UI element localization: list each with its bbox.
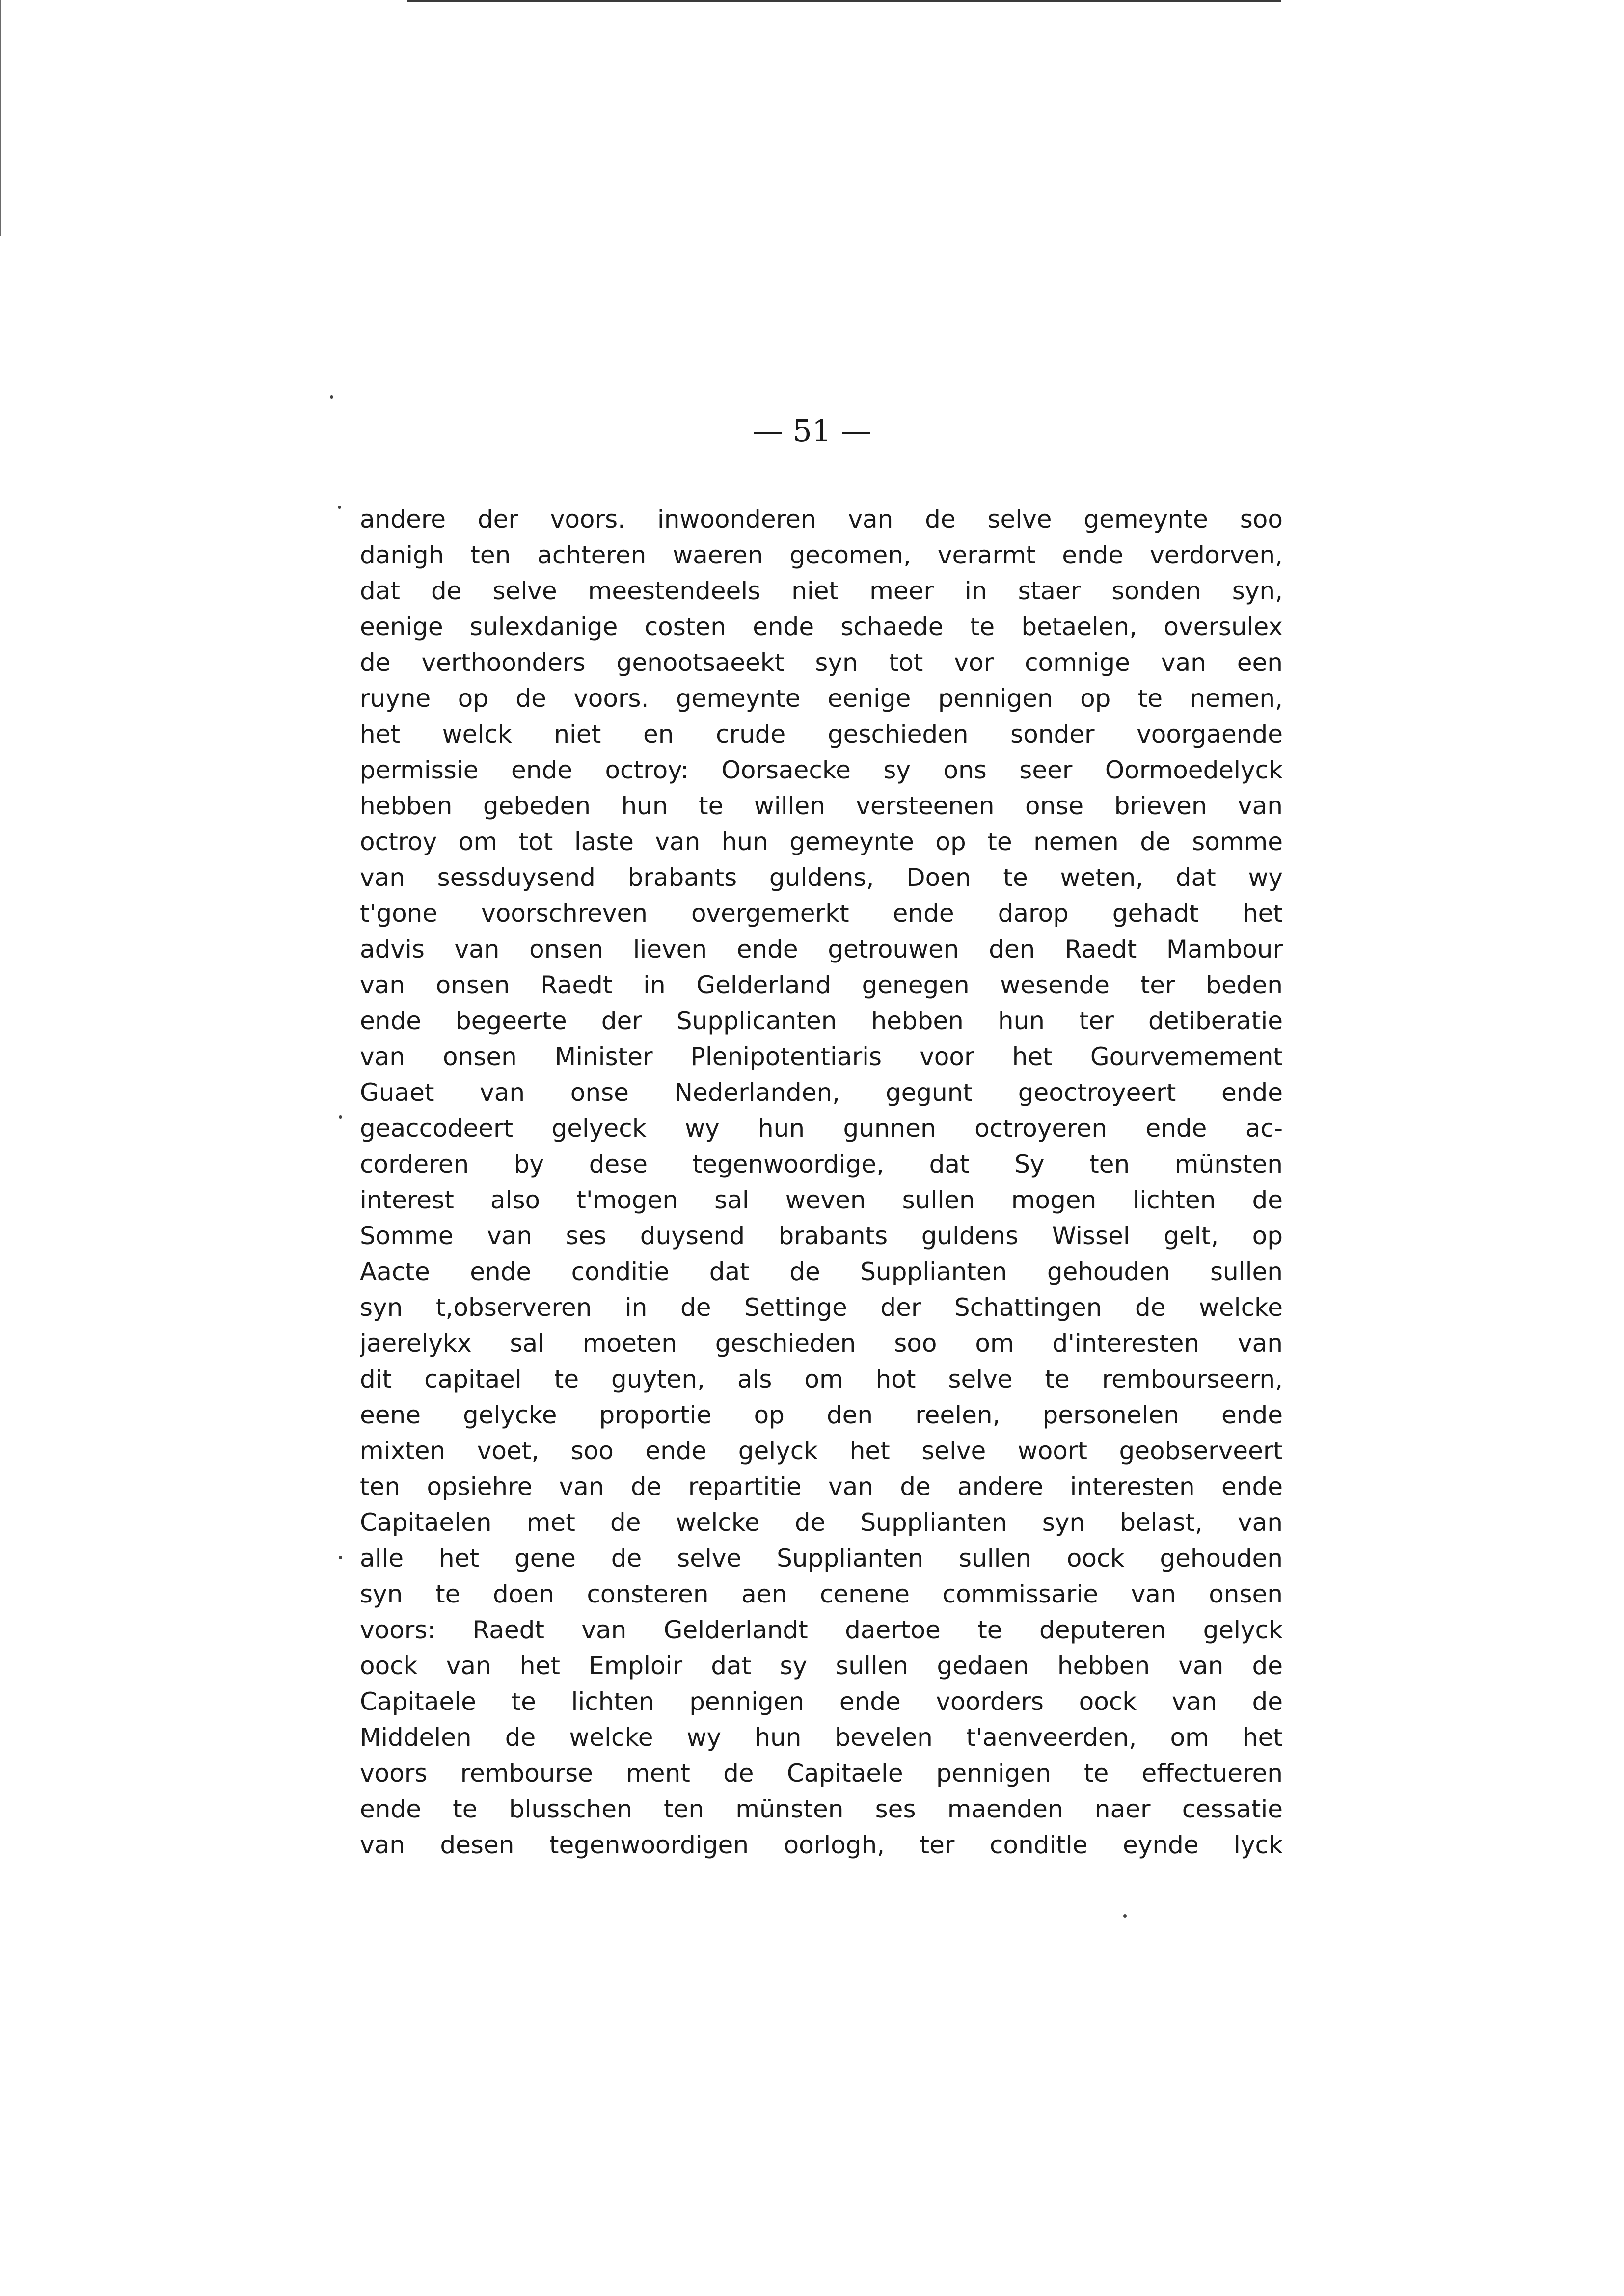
text-line: Capitaele te lichten pennigen ende voorders oock van de: [360, 1687, 1283, 1716]
text-line: van sessduysend brabants guldens, Doen te weten, dat wy: [360, 863, 1283, 892]
text-line: van desen tegenwoordigen oorlogh, ter conditle eynde lyck: [360, 1831, 1283, 1859]
text-line: alle het gene de selve Supplianten sullen oock gehouden: [360, 1544, 1283, 1573]
text-line: dat de selve meestendeels niet meer in staer sonden syn,: [360, 577, 1283, 605]
text-line: Aacte ende conditie dat de Supplianten gehouden sullen: [360, 1257, 1283, 1286]
text-line: mixten voet, soo ende gelyck het selve woort geobserveert: [360, 1437, 1283, 1465]
text-line: Middelen de welcke wy hun bevelen t'aenveerden, om het: [360, 1723, 1283, 1752]
text-line: het welck niet en crude geschieden sonder voorgaende: [360, 720, 1283, 748]
scan-speck: [338, 506, 341, 509]
text-line: ende te blusschen ten münsten ses maenden naer cessatie: [360, 1795, 1283, 1823]
text-line: voors: Raedt van Gelderlandt daertoe te deputeren gelyck: [360, 1616, 1283, 1644]
text-line: ruyne op de voors. gemeynte eenige pennigen op te nemen,: [360, 684, 1283, 713]
text-line: ende begeerte der Supplicanten hebben hun ter detiberatie: [360, 1007, 1283, 1035]
text-line: permissie ende octroy: Oorsaecke sy ons seer Oormoedelyck: [360, 756, 1283, 784]
text-line: Guaet van onse Nederlanden, gegunt geoctroyeert ende: [360, 1078, 1283, 1107]
text-line: advis van onsen lieven ende getrouwen den Raedt Mambour: [360, 935, 1283, 963]
scan-top-rule: [407, 0, 1281, 2]
text-line: syn te doen consteren aen cenene commissarie van onsen: [360, 1580, 1283, 1608]
text-line: interest also t'mogen sal weven sullen mogen lichten de: [360, 1186, 1283, 1214]
text-line: ten opsiehre van de repartitie van de andere interesten ende: [360, 1472, 1283, 1501]
text-line: voors rembourse ment de Capitaele pennigen te effectueren: [360, 1759, 1283, 1788]
text-line: oock van het Emploir dat sy sullen gedaen hebben van de: [360, 1652, 1283, 1680]
scan-speck: [339, 1556, 342, 1559]
text-line: dit capitael te guyten, als om hot selve te rembourseern,: [360, 1365, 1283, 1393]
text-line: octroy om tot laste van hun gemeynte op te nemen de somme: [360, 828, 1283, 856]
text-line: eenige sulexdanige costen ende schaede te betaelen, oversulex: [360, 613, 1283, 641]
text-line: van onsen Raedt in Gelderland genegen wesende ter beden: [360, 971, 1283, 999]
text-line: jaerelykx sal moeten geschieden soo om d'interesten van: [360, 1329, 1283, 1358]
text-line: de verthoonders genootsaeekt syn tot vor comnige van een: [360, 648, 1283, 677]
text-line: eene gelycke proportie op den reelen, personelen ende: [360, 1401, 1283, 1429]
page-number: — 51 —: [752, 413, 872, 449]
scan-speck: [330, 395, 333, 399]
text-line: Capitaelen met de welcke de Supplianten syn belast, van: [360, 1508, 1283, 1537]
scan-left-edge: [0, 0, 1, 236]
text-line: t'gone voorschreven overgemerkt ende darop gehadt het: [360, 899, 1283, 928]
text-line: geaccodeert gelyeck wy hun gunnen octroyeren ende ac-: [360, 1114, 1283, 1143]
text-line: Somme van ses duysend brabants guldens Wissel gelt, op: [360, 1222, 1283, 1250]
text-line: hebben gebeden hun te willen versteenen onse brieven van: [360, 792, 1283, 820]
text-line: syn t,observeren in de Settinge der Schattingen de welcke: [360, 1293, 1283, 1322]
text-line: corderen by dese tegenwoordige, dat Sy ten münsten: [360, 1150, 1283, 1178]
body-text: [360, 502, 1283, 1863]
text-line: andere der voors. inwoonderen van de selve gemeynte soo: [360, 505, 1283, 534]
text-line: van onsen Minister Plenipotentiaris voor het Gourvemement: [360, 1042, 1283, 1071]
text-line: danigh ten achteren waeren gecomen, verarmt ende verdorven,: [360, 541, 1283, 569]
scan-speck: [1123, 1914, 1127, 1918]
scan-speck: [339, 1115, 342, 1119]
